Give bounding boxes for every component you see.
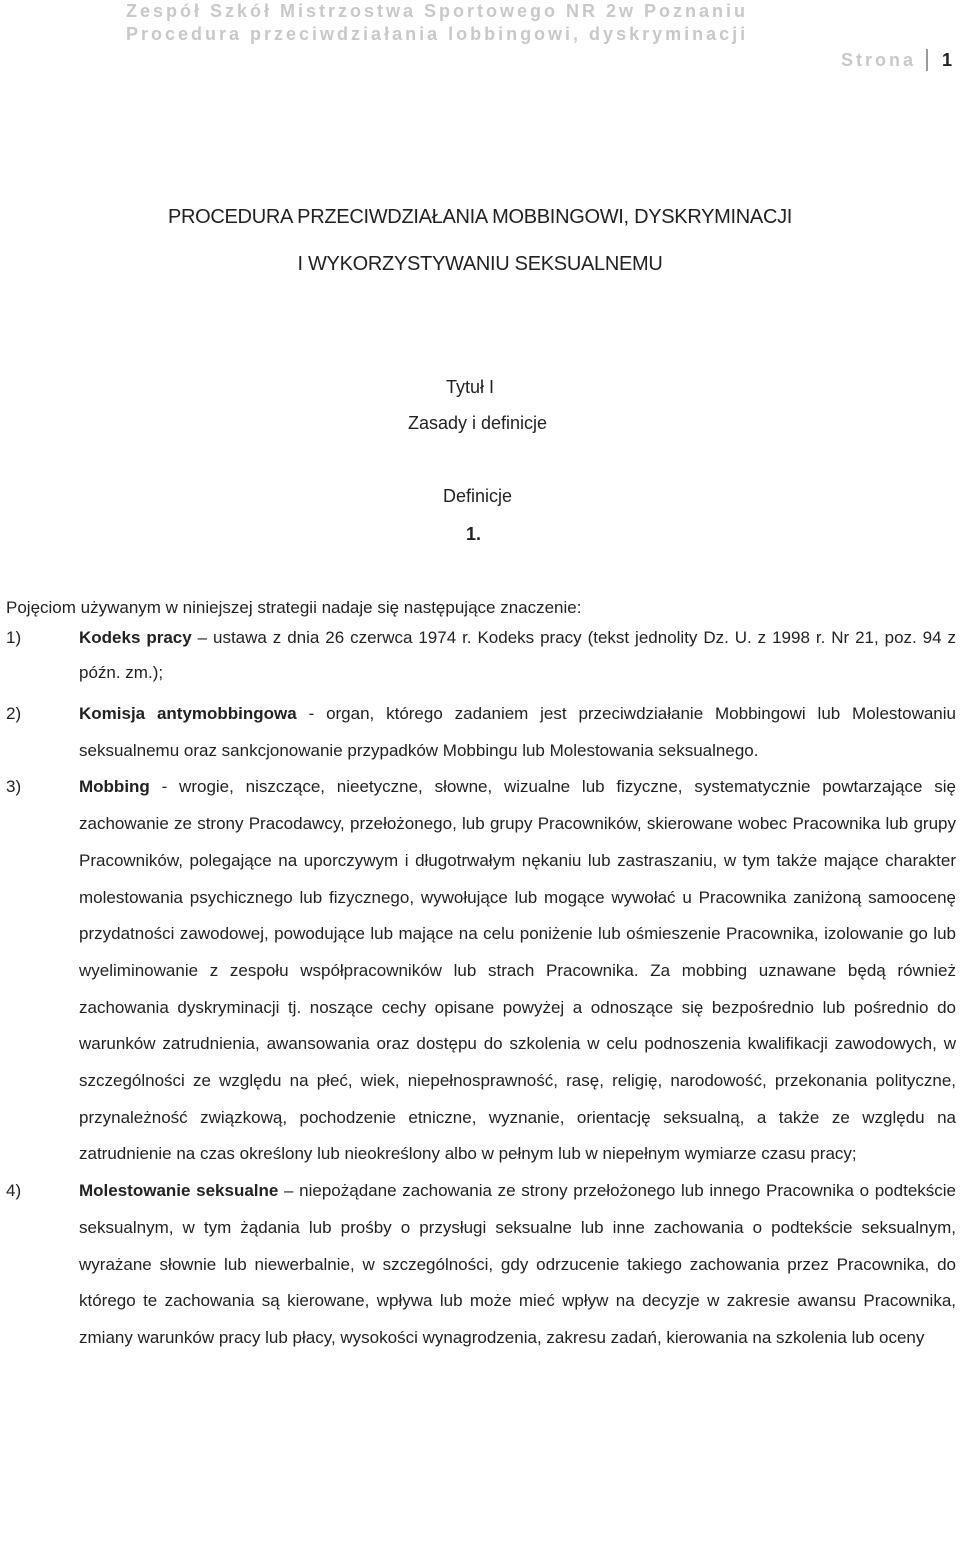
document-title-line-1: PROCEDURA PRZECIWDZIAŁANIA MOBBINGOWI, DYSKRYMINACJI: [167, 206, 793, 228]
definition-body: [79, 1173, 956, 1357]
definition-body: [79, 620, 956, 690]
definition-text: – ustawa z dnia 26 czerwca 1974 r. Kodeks pracy (tekst jednolity Dz. U. z 1998 r. Nr 21, poz. 94 z późn. zm.);: [79, 628, 956, 682]
definition-item: [0, 620, 960, 690]
definition-term: Komisja antymobbingowa: [79, 704, 297, 723]
definition-text: - organ, którego zadaniem jest przeciwdziałanie Mobbingowi lub Molestowaniu seksualnemu oraz sankcjonowanie przypadków Mobbingu lub Molestowania seksualnego.: [79, 704, 956, 760]
definition-term: Mobbing: [79, 777, 150, 797]
definition-number: 2): [6, 704, 22, 723]
definition-number: 1): [6, 628, 22, 647]
definition-body: [79, 696, 956, 769]
paragraph-number: 1.: [466, 524, 482, 544]
page-number-block: [841, 49, 952, 71]
definition-term: Kodeks pracy: [79, 628, 192, 647]
intro-sentence: Pojęciom używanym w niniejszej strategii nadaje się następujące znaczenie:: [6, 598, 582, 617]
definition-text: – niepożądane zachowania ze strony przełożonego lub innego Pracownika o podtekście seksualnym, w tym żądania lub prośby o przysługi seksualne lub inne zachowania o podtekście seksualnym, wyrażane słownie lub niewerbalnie, w szczególności, gdy odrzucenie takiego zachowania przez Pracownika, do którego te zachowania są kierowane, wpływa lub może mieć wpływ na decyzje w zakresie awansu Pracownika, zmiany warunków pracy lub płacy, wysokości wynagrodzenia, zakresu zadań, kierowania na szkolenia lub oceny: [79, 1181, 957, 1347]
document-title-line-2: I WYKORZYSTYWANIU SEKSUALNEMU: [297, 253, 663, 275]
page-number-divider: [926, 49, 928, 71]
definition-item: [0, 769, 960, 1173]
subsection-heading: Definicje: [442, 486, 513, 506]
definition-item: [0, 1173, 960, 1357]
header-school-name: Zespół Szkół Mistrzostwa Sportowego NR 2w Poznaniu: [126, 1, 749, 21]
chapter-heading: Zasady i definicje: [407, 413, 548, 433]
title-heading: Tytuł I: [445, 377, 494, 397]
header-document-name: Procedura przeciwdziałania lobbingowi, dyskryminacji: [126, 24, 749, 44]
definition-term: Molestowanie seksualne: [79, 1181, 279, 1201]
definition-number: 4): [6, 1181, 22, 1201]
definition-item: [0, 696, 960, 769]
definition-number: 3): [6, 777, 22, 797]
definition-text: - wrogie, niszczące, nieetyczne, słowne, wizualne lub fizyczne, systematycznie powtarzające się zachowanie ze strony Pracodawcy, przełożonego, lub grupy Pracowników, skierowane wobec Pracownika lub grupy Pracowników, polegające na uporczywym i długotrwałym nękaniu lub zastraszaniu, w tym także mające charakter molestowania psychicznego lub fizycznego, wywołujące lub mogące wywołać u Pracownika zaniżoną samoocenę przydatności zawodowej, powodujące lub mające na celu poniżenie lub ośmieszenie Pracownika, izolowanie go lub wyeliminowanie z zespołu współpracowników lub strach Pracownika. Za mobbing uznawane będą również zachowania dyskryminacji tj. noszące cechy opisane powyżej a odnoszące się bezpośrednio lub pośrednio do warunków zatrudnienia, awansowania oraz dostępu do szkolenia w celu podnoszenia kwalifikacji zawodowych, w szczególności ze względu na płeć, wiek, niepełnosprawność, rasę, religię, narodowość, przekonania polityczne, przynależność związkową, pochodzenie etniczne, wyznanie, orientację seksualną, a także ze względu na zatrudnienie na czas określony lub nieokreślony albo w pełnym lub w niepełnym wymiarze czasu pracy;: [79, 777, 956, 1164]
page-number-label: Strona: [840, 49, 916, 70]
page-number-value: 1: [941, 49, 952, 70]
definitions-list: [0, 620, 960, 1357]
definition-body: [79, 769, 956, 1173]
